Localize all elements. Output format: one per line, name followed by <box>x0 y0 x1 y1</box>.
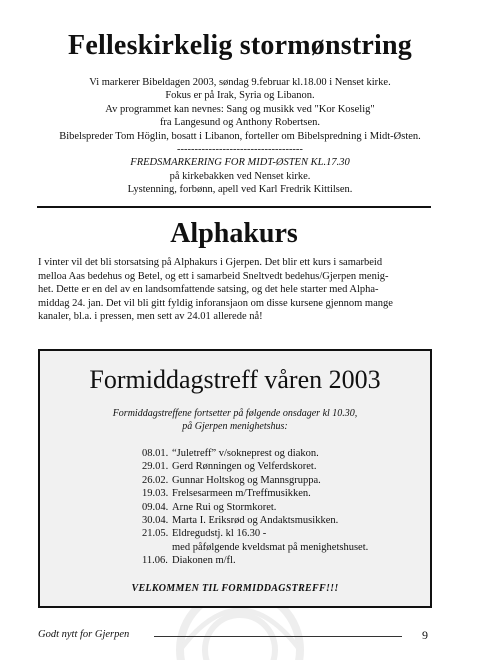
section2-line: I vinter vil det bli storsatsing på Alphakurs i Gjerpen. Det blir ett kurs i samarbeid <box>38 257 383 268</box>
section2-body <box>38 256 438 324</box>
section2-line: melloa Aas bedehus og Betel, og ett i samarbeid Sneltvedt bedehus/Gjerpen menig- <box>38 270 389 282</box>
schedule-date: 09.04. <box>142 501 169 513</box>
schedule-item <box>142 527 427 540</box>
schedule-item <box>142 474 427 487</box>
footer-publication-name: Godt nytt for Gjerpen <box>38 629 130 640</box>
schedule-date: 08.01. <box>142 448 169 459</box>
schedule-text: Arne Rui og Stormkoret. <box>172 501 277 513</box>
schedule-text: “Juletreff” v/sokneprest og diakon. <box>172 448 319 459</box>
schedule-text: Gunnar Holtskog og Mannsgruppa. <box>172 474 321 486</box>
section3-intro-line: Formiddagstreffene fortsetter på følgende onsdager kl 10.30, <box>112 408 358 419</box>
schedule-item <box>142 487 427 500</box>
section1-line: Bibelspreder Tom Höglin, bosatt i Libanon, forteller om Bibelspredning i Midt-Østen. <box>59 130 421 142</box>
section3-intro <box>40 407 430 433</box>
section1-divider: ------------------------------------ <box>177 144 303 156</box>
section1-line: på kirkebakken ved Nenset kirke. <box>169 170 311 182</box>
schedule-text: Gerd Rønningen og Velferdskoret. <box>172 461 317 473</box>
schedule-item <box>142 460 427 473</box>
section3-intro-line: på Gjerpen menighetshus: <box>182 421 288 432</box>
schedule-item <box>142 501 427 514</box>
schedule-item <box>142 447 427 460</box>
section1-line: Av programmet kan nevnes: Sang og musikk ved "Kor Koselig" <box>105 103 375 115</box>
section2-title: Alphakurs <box>170 218 298 249</box>
section1-line: Lystenning, forbønn, apell ved Karl Fredrik Kittilsen. <box>127 184 353 196</box>
schedule-date: 29.01. <box>142 461 169 473</box>
schedule-text: Frelsesarmeen m/Treffmusikken. <box>172 488 311 500</box>
section2-line: het. Dette er en del av en landsomfattende satsing, og det hele starter med Alpha- <box>38 284 379 296</box>
section2-line: kanaler, bl.a. i pressen, men sett av 24.01 allerede nå! <box>38 311 263 323</box>
section1-line-peace-march: FREDSMARKERING FOR MIDT-ØSTEN KL.17.30 <box>130 157 350 169</box>
section1-line: Fokus er på Irak, Syria og Libanon. <box>165 90 315 102</box>
schedule-text: Marta I. Eriksrød og Andaktsmusikken. <box>172 515 339 527</box>
schedule-date: 30.04. <box>142 515 169 527</box>
schedule-text: Eldregudstj. kl 16.30 - <box>172 528 267 540</box>
section1-title: Felleskirkelig stormønstring <box>68 30 412 61</box>
section1-line: fra Langesund og Anthony Robertsen. <box>159 117 321 129</box>
schedule-item <box>142 554 427 567</box>
section1-line: Vi markerer Bibeldagen 2003, søndag 9.februar kl.18.00 i Nenset kirke. <box>89 77 391 88</box>
formiddagstreff-box <box>38 349 432 608</box>
schedule-continuation: med påfølgende kveldsmat på menighetshuset. <box>172 541 369 553</box>
schedule-date: 26.02. <box>142 474 169 486</box>
section-divider <box>37 206 431 208</box>
schedule-item <box>142 514 427 527</box>
schedule-date: 21.05. <box>142 528 169 540</box>
page-number: 9 <box>422 628 428 642</box>
section3-title: Formiddagstreff våren 2003 <box>89 365 381 394</box>
schedule-list <box>142 447 427 568</box>
schedule-date: 11.06. <box>142 555 168 567</box>
section2-line: middag 24. jan. Det vil bli gitt fyldig inforansjaon om disse kursene gjennom mange <box>38 297 393 309</box>
schedule-text: Diakonen m/fl. <box>172 555 236 567</box>
section1-body <box>20 76 460 197</box>
schedule-date: 19.03. <box>142 488 169 500</box>
footer-rule <box>154 636 402 637</box>
welcome-text: VELKOMMEN TIL FORMIDDAGSTREFF!!! <box>131 583 339 594</box>
